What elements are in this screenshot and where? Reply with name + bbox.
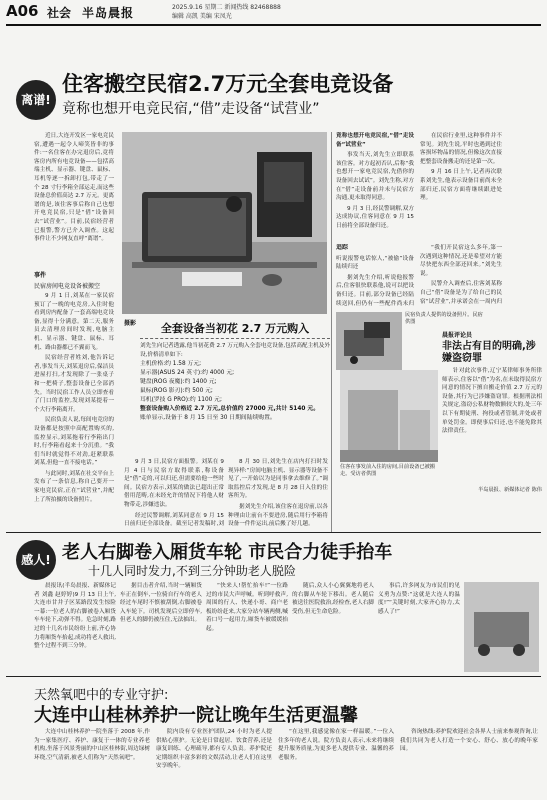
paragraph: 9 月 16 日上午,记者再次联系刘先生,他表示设备目前尚未全部归还,民宿方面将继续跟进处理。 (420, 169, 502, 202)
section-heading-1: 事件 (34, 272, 47, 279)
story-divider-1 (6, 532, 541, 533)
story1-col1 (34, 292, 114, 507)
story1-lead (34, 132, 114, 277)
room-illustration (340, 370, 438, 462)
paragraph: 晨报讯(半岛晨报、新媒体记者 刘鑫 赵婷婷)9 月 13 日上午,大连市甘井子区某路段发生惊险一幕:一位老人的右脚被卷入厢货车车轮下,动弹不得。危急时刻,路过的十几名市民纷纷上前,齐心协力将厢货车抬起,成功将老人救出,整个过程不到三分钟。 (34, 583, 116, 650)
column-rule (331, 132, 332, 532)
story1-subheadline: 竟称也想开电竞民宿,“借”走设备“试营业” (62, 101, 320, 117)
story1-kicker: 离谱! (16, 80, 56, 120)
paragraph: “我们开民宿这么多年,第一次遇到这种情况,还是希望对方能尽快把东西全部还回来。”刘先生说。 (420, 245, 502, 277)
equipment-illustration (336, 312, 402, 370)
story2-col2 (120, 582, 202, 672)
story1-right-col4 (420, 244, 502, 306)
story2-photo (464, 582, 539, 672)
section-heading-2: 追踪 (336, 244, 349, 251)
story3-col3 (278, 728, 394, 798)
paragraph: 民宿经营者姓刘,他告诉记者,事发当天,刘某退房后,保洁员进屋打扫,才发现除了一张桌子和一把椅子,整套设备已全部消失。当时民宿工作人员立即查看了门口的监控,发现刘某提着一个大行李箱离开。 (34, 355, 114, 413)
story1-right-col3 (336, 244, 414, 306)
paragraph: 咨询热线:养护院欢迎社会各界人士前来参观咨询,让我们共同为老人打造一个安心、舒心、放心的晚年家园。 (400, 729, 538, 753)
paragraph: 据刘先生介绍,该住客在退房前,以各种理由让前台不要进房,随后用行李箱将设备一件件运出,前后搬了好几趟。 (228, 503, 328, 528)
commentary (442, 330, 542, 494)
spec-item: 耳机(罗技 G PRO):约 1100 元; (140, 397, 222, 403)
paragraph: 9 月 3 日,经民警调解,双方达成协议,住客同意在 9 月 15 日前将全部设备归还。 (336, 205, 414, 229)
paragraph: 针对此次事件,辽宁某律师事务所律师表示,住客以“借”为名,在未取得民宿方同意的情况下擅自搬走价值 2.7 万元的设备,其行为已涉嫌盗窃罪。根据刑法相关规定,盗窃公私财物数额较大的,处三年以下有期徒刑、拘役或者管制,并处或者单处罚金。即便事后归还,也不能免除其法律责任。 (442, 368, 542, 435)
photo-badge: 摄影 (124, 320, 137, 327)
story3-col1 (34, 728, 150, 798)
story2-headline: 老人右脚卷入厢货车轮 市民合力徒手抬车 (62, 542, 393, 563)
section-text-1: 民宿房间电竞设备被搬空 (34, 283, 101, 290)
spec-list (140, 360, 330, 405)
section-name: 社会 (47, 6, 72, 20)
paragraph: 民警介入调查后,住客刘某称自己“借”设备是为了给自己的民宿“试营业”,并承诺会在一周内归 (420, 281, 502, 305)
lead-paragraph: 近日,大连开发区一家电竞民宿,遭遇一起令人啼笑皆非的事件:一名住客在办完退房后,竟将客房内所有电竞设备——包括高端主机、显示器、键盘、鼠标、耳机等逐一拆卸打包,带走了一个 28 寸行李箱全部运走,而这些设备总价值高达 2.7 万元。更离谱的是,该住客事后称自己也想开电竞民宿,只是“借”设备回去“试营业”。目前,民宿经营者已报警,警方已介入调查。这起事件让不少网友直呼“离谱”。 (34, 133, 114, 243)
story2-subheadline: 十几人同时发力,不到三分钟助老人脱险 (88, 564, 296, 578)
commentary-text (442, 367, 542, 487)
story1-headline: 住客搬空民宿2.7万元全套电竞设备 (62, 72, 394, 96)
paper-name: 半岛晨报 (82, 6, 135, 20)
photo-equipment (336, 312, 402, 370)
section-text-2: 听说报警电话惊人,“被偷”设备陆续归还 (336, 255, 414, 271)
spec-intro: 刘先生向记者透露,他当初花费 2.7 万元购入全套电竞设备,包括高配主机及外设,价格清单如下: (140, 343, 330, 358)
paragraph: “快来人!帮忙抬车!”一位路过的市民大声呼喊。听到呼救声,周围的行人、快递小哥、商户老板纷纷赶来,大家分站车辆两侧,喊着口号一起用力,厢货车被缓缓抬起。 (206, 583, 288, 632)
story3-kicker: 天然氧吧中的专业守护: (34, 688, 169, 703)
story1-col2 (124, 458, 224, 528)
story1-col3 (228, 458, 328, 528)
paragraph: 在民宿行业里,这种事件并不常见。刘先生说,平时也遇到过住客损坏物品的情况,但像这次直接把整套设备搬走的还是第一次。 (420, 133, 502, 165)
paragraph: 与此同时,刘某在社交平台上发布了一条信息,称自己要开一家电竞民宿,正在“试营业”,并配上了所拍摄的设备照片。 (34, 470, 114, 503)
paragraph: 竟称也想开电竞民宿,“借”走设备“试营业” (336, 133, 414, 148)
story2-col3 (206, 582, 288, 672)
spec-item: 显示器(ASUS 24 英寸):约 4000 元; (140, 370, 235, 376)
story1-right-col1 (336, 132, 414, 242)
paragraph: 随后,众人小心翼翼地将老人的右脚从车轮下移出。老人随后被送往医院救治,经检查,老人右脚受伤,但无生命危险。 (292, 583, 374, 615)
paragraph: “在这里,我感觉像在家一样温暖。”一位入住多年的老人说。院方负责人表示,未来将继续提升服务质量,为更多老人提供专业、温馨的养老服务。 (278, 729, 394, 761)
spec-box-title: 全套设备当初花 2.7 万元购入 (160, 322, 310, 335)
story3-headline: 大连中山桂林养护一院让晚年生活更温馨 (34, 705, 358, 726)
photo3-caption: 住客在事发前入住的房间,目前设备已被搬走。受访者供图 (340, 464, 436, 478)
story3-col2 (156, 728, 272, 798)
spec-item: 主机价格:约 1.58 万元; (140, 361, 202, 367)
commentary-title: 非法占有目的明确,涉嫌盗窃罪 (442, 341, 536, 364)
story-divider-2 (6, 676, 541, 677)
story2-kicker: 感人! (16, 540, 56, 580)
photo2-caption: 民宿负责人提供的设备照片。民宿供图 (405, 312, 483, 326)
paragraph: 院内设有专业医护团队,24 小时为老人提供贴心照护。无论是日常起居、饮食营养,还是康复训练、心理疏导,都有专人负责。养护院还定期组织丰富多彩的文娱活动,让老人们在这里安享晚年。 (156, 729, 272, 770)
spec-footer: 账单显示,设备于 8 月 15 日至 30 日期间陆续购置。 (140, 415, 276, 421)
paragraph: 9 月 1 日,刘某在一家民宿预订了一晚的电竞房,入住时他看到房内配备了一套高端电竞设备,显得十分满意。第二天,服务员去清理房间时发现,电脑主机、显示器、键盘、鼠标、耳机、路由器都已不翼而飞。 (34, 293, 114, 351)
paragraph: 事后,许多网友为市民们的见义勇为点赞:“这就是大连人的温度!”“关键时刻,大家齐心协力,太感人了!” (378, 583, 460, 615)
rescue-illustration (464, 582, 539, 672)
desk-illustration (122, 132, 327, 314)
photo-room (340, 370, 438, 462)
photo-esports-desk (122, 132, 327, 314)
paragraph: 事发当天,刘先生立即联系该住客。对方起初否认,后称“我也想开一家电竞民宿,先借你的设备回去试试”。刘先生称,对方在“借”走设备前并未与民宿方沟通,更未取得同意。 (336, 152, 414, 202)
editor-line: 编辑 高凯 美编 宋凤光 (172, 13, 232, 20)
paragraph: 大连中山桂林养护一院坐落于 2008 年,作为一家集医疗、养护、康复于一体的专业养老机构,坐落于风景秀丽的中山区桂林街,周边绿树环绕,空气清新,被老人们称为“天然氧吧”。 (34, 729, 150, 761)
spec-box (140, 320, 330, 452)
spec-total: 整套设备购入价格近 2.7 万元,总价值约 27000 元,共计 5140 元。 (140, 406, 320, 412)
story1-right-col2 (420, 132, 502, 242)
commentary-label: 晨报评论员 (442, 332, 473, 339)
byline: 半岛晨报、新媒体记者 陈伟 (478, 487, 542, 493)
story2-col5 (378, 582, 460, 672)
paragraph: 9 月 3 日,民宿方面报警。刘某在 9 月 4 日与民宿方取得联系,称设备是“借”走的,可以归还,但需要给他一些时间。民宿方表示,刘某的做法已超出正常借用范畴,在未经允许的情况下将他人财物带走,涉嫌违法。 (124, 459, 224, 508)
header-meta (172, 3, 281, 21)
page-number: A06 (6, 2, 39, 20)
date-line: 2025.9.16 星期二 新闻热线 82468888 (172, 4, 281, 11)
paragraph: 8 月 30 日,刘先生在店内打扫时发现异样:“房间电脑主机、显示器等设备不见了,一开始以为是同事拿去维修了。”调取监控后才发现,是 8 月 28 日入住的住客所为。 (228, 459, 328, 500)
story3-col4 (400, 728, 538, 798)
spec-item: 键盘(ROG 夜魔):约 1400 元; (140, 379, 217, 385)
paragraph: 经过民警调解,刘某同意在 9 月 15 日前归还全部设备。截至记者发稿时,刘 (124, 512, 224, 528)
spec-divider (140, 338, 330, 339)
paragraph: 民宿负责人说,每间电竞房的设备都是按照中高配置购买的,监控显示,刘某拖着行李箱出门时,行李箱看起来十分沉重。“我们当时就觉得不对劲,赶紧联系刘某,但他一直不接电话。” (34, 417, 114, 467)
story2-col1 (34, 582, 116, 672)
paragraph: 据目击者介绍,当时一辆厢货车正在倒车,一位骑自行车的老人经过车尾时不慎被刮倒,右脚被卷入车轮下。司机发现后立即停车,但老人的脚仍被压住,无法抽出。 (120, 583, 202, 624)
paragraph: 据刘先生介绍,听说他报警后,住客很快联系他,说可以把设备归还。目前,部分设备已经陆续送回,但仍有一些配件尚未归 (336, 274, 414, 306)
story2-col4 (292, 582, 374, 672)
header-rule (6, 24, 541, 26)
spec-item: 鼠标(ROG 影刃):约 500 元; (140, 388, 213, 394)
